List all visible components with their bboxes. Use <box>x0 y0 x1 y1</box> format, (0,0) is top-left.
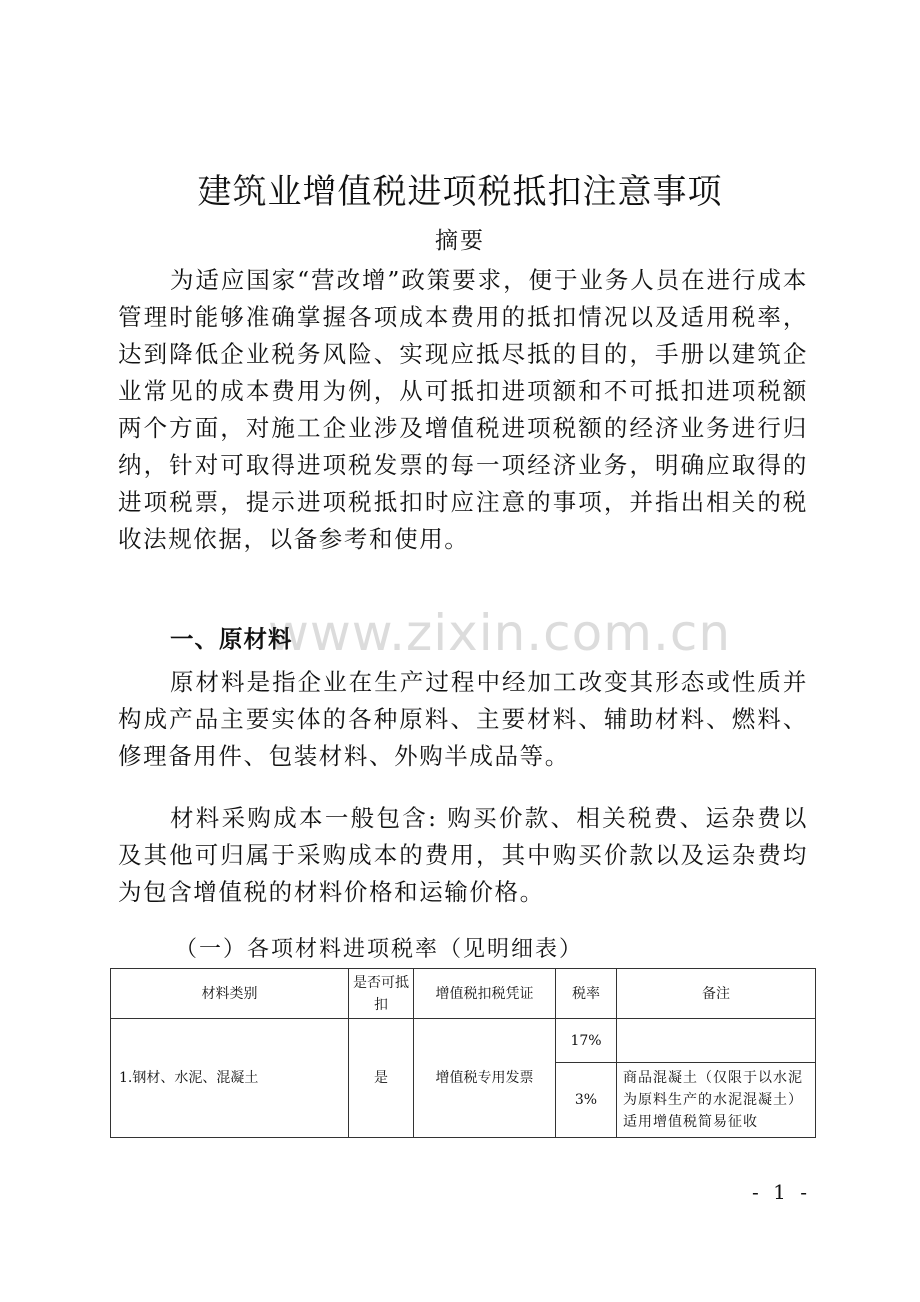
header-category: 材料类别 <box>111 969 349 1019</box>
cell-rate-17: 17% <box>556 1019 617 1063</box>
subsection-heading-tax-rates: （一）各项材料进项税率（见明细表） <box>175 937 584 962</box>
header-remark: 备注 <box>617 969 816 1019</box>
header-deductible: 是否可抵扣 <box>349 969 414 1019</box>
abstract-paragraph: 为适应国家“营改增”政策要求，便于业务人员在进行成本管理时能够准确掌握各项成本费用的抵扣情况以及适用税率，达到降低企业税务风险、实现应抵尽抵的目的，手册以建筑企业常见的成本费用为例，从可抵扣进项额和不可抵扣进项税额两个方面，对施工企业涉及增值税进项税额的经济业务进行归纳，针对可取得进项税发票的每一项经济业务，明确应取得的进项税票，提示进项税抵扣时应注意的事项，并指出相关的税收法规依据，以备参考和使用。 <box>118 266 808 553</box>
raw-material-paragraph: 原材料是指企业在生产过程中经加工改变其形态或性质并构成产品主要实体的各种原料、主要材料、辅助材料、燃料、修理备用件、包装材料、外购半成品等。 <box>118 668 808 770</box>
watermark: www.zixin.com.cn <box>268 604 732 662</box>
table-row <box>111 1019 816 1063</box>
abstract-heading: 摘要 <box>435 228 485 254</box>
tax-rate-table <box>110 968 816 1138</box>
cell-remark-concrete: 商品混凝土（仅限于以水泥为原料生产的水泥混凝土）适用增值税简易征收 <box>617 1063 816 1138</box>
section-heading-raw-materials: 一、原材料 <box>170 625 293 653</box>
cell-voucher: 增值税专用发票 <box>414 1019 556 1138</box>
header-voucher: 增值税扣税凭证 <box>414 969 556 1019</box>
cell-rate-3: 3% <box>556 1063 617 1138</box>
header-rate: 税率 <box>556 969 617 1019</box>
cell-remark-empty <box>617 1019 816 1063</box>
purchase-cost-paragraph: 材料采购成本一般包含: 购买价款、相关税费、运杂费以及其他可归属于采购成本的费用，其中购买价款以及运杂费均为包含增值税的材料价格和运输价格。 <box>118 804 808 906</box>
page-number: - 1 - <box>752 1180 811 1204</box>
document-title: 建筑业增值税进项税抵扣注意事项 <box>197 172 723 212</box>
cell-category: 1.钢材、水泥、混凝土 <box>111 1019 349 1138</box>
table-header-row <box>111 969 816 1019</box>
cell-deductible: 是 <box>349 1019 414 1138</box>
